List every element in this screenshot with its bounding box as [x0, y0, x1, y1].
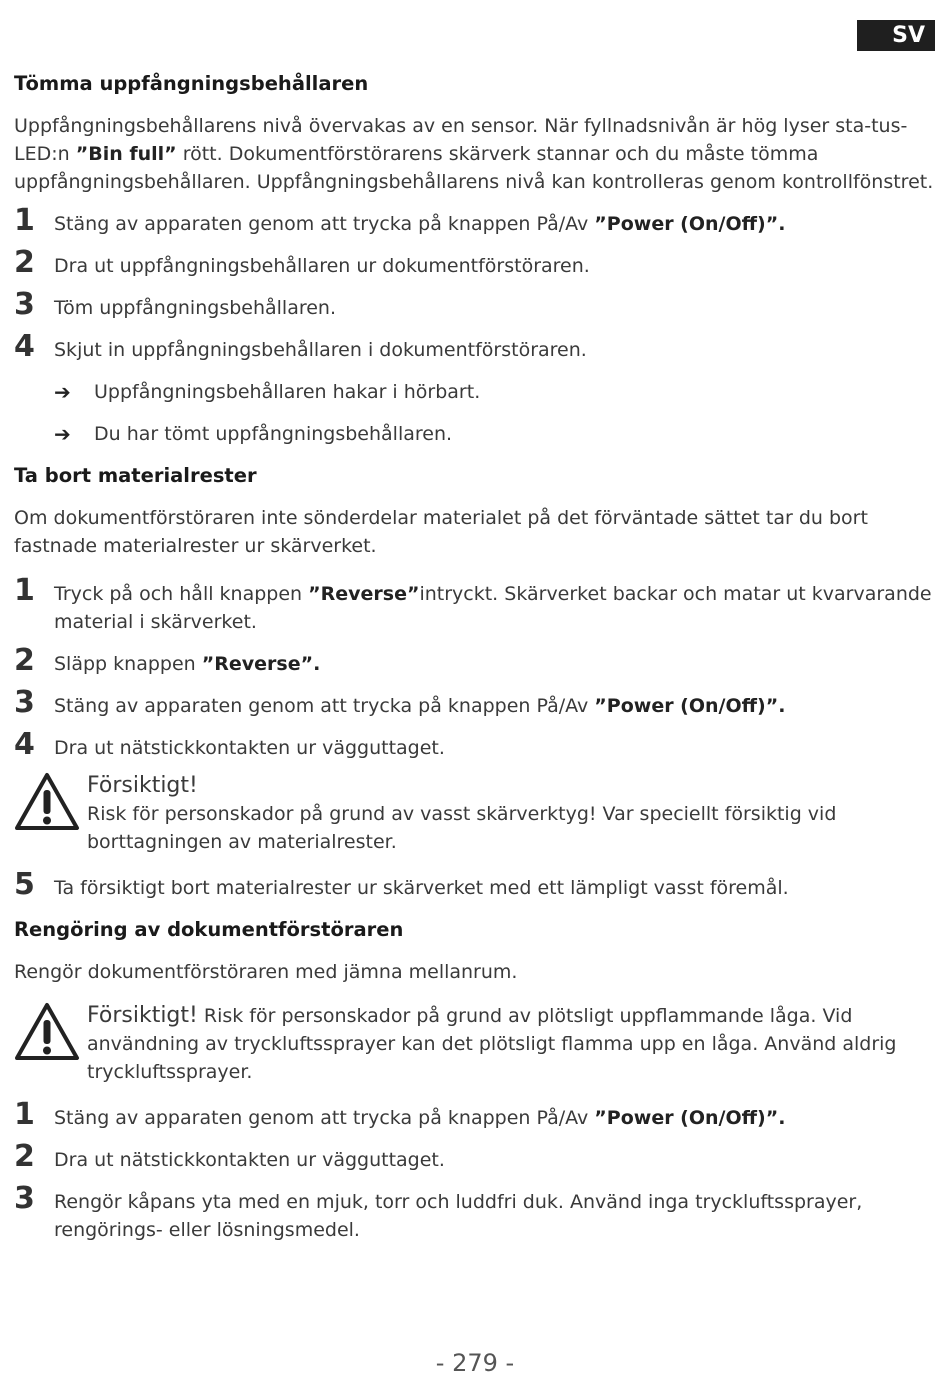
- warning-triangle-icon: [14, 772, 87, 856]
- section-intro: Om dokumentförstöraren inte sönderdelar materialet på det förväntade sättet tar du bort fastnade materialrester ur skärverket.: [14, 507, 868, 557]
- result-item: [14, 420, 936, 448]
- step-number: 2: [14, 1139, 35, 1174]
- intro-text: rött. Dokumentförstörarens skärverk stannar och du måste tömma uppfångningsbehållaren. Uppfångningsbehållarens nivå kan kontrolleras genom kontrollfönstret.: [14, 143, 934, 193]
- step-text-part: Stäng av apparaten genom att trycka på knappen På/Av: [54, 213, 595, 235]
- caution-title: Försiktigt!: [87, 1003, 198, 1028]
- step-bold: ”Power (On/Off)”.: [594, 695, 786, 717]
- section-title-empty-bin: Tömma uppfångningsbehållaren: [14, 72, 369, 95]
- step-item: [14, 573, 936, 636]
- section-title-cleaning: Rengöring av dokumentförstöraren: [14, 918, 404, 941]
- step-item: [14, 643, 936, 678]
- step-bold: ”Power (On/Off)”.: [594, 1107, 786, 1129]
- step-text: [54, 650, 936, 678]
- step-text: Dra ut uppfångningsbehållaren ur dokumentförstöraren.: [54, 255, 590, 277]
- caution-box: [14, 772, 936, 856]
- section-intro: [14, 112, 936, 196]
- step-item: [14, 685, 936, 720]
- step-number: 4: [14, 727, 35, 762]
- result-text: Uppfångningsbehållaren hakar i hörbart.: [94, 381, 481, 403]
- step-number: 5: [14, 867, 35, 902]
- page-content: [14, 70, 936, 1244]
- step-number: 3: [14, 1181, 35, 1216]
- step-text-part: Stäng av apparaten genom att trycka på knappen På/Av: [54, 1107, 595, 1129]
- step-number: 3: [14, 287, 35, 322]
- warning-triangle-icon: [14, 1002, 87, 1086]
- caution-text: Risk för personskador på grund av vasst skärverktyg! Var speciellt försiktig vid borttagningen av materialrester.: [87, 803, 837, 853]
- section-title-remove-residue: Ta bort materialrester: [14, 464, 257, 487]
- step-item: [14, 245, 936, 280]
- step-text: Skjut in uppfångningsbehållaren i dokumentförstöraren.: [54, 339, 587, 361]
- step-bold: ”Reverse”: [308, 583, 420, 605]
- step-bold: ”Power (On/Off)”.: [594, 213, 786, 235]
- step-text: Dra ut nätstickkontakten ur vägguttaget.: [54, 737, 445, 759]
- step-text: Dra ut nätstickkontakten ur vägguttaget.: [54, 1149, 445, 1171]
- step-item: [14, 329, 936, 364]
- step-text: [54, 210, 936, 238]
- step-item: [14, 1139, 936, 1174]
- step-number: 1: [14, 203, 35, 238]
- page-number: - 279 -: [435, 1349, 515, 1377]
- step-text-part: intryckt. Skärverket backar och matar ut kvarvarande material i skärverket.: [54, 583, 932, 633]
- step-number: 2: [14, 245, 35, 280]
- step-text: Töm uppfångningsbehållaren.: [54, 297, 337, 319]
- step-item: [14, 867, 936, 902]
- intro-bold: ”Bin full”: [75, 143, 177, 165]
- step-text: Ta försiktigt bort materialrester ur skärverket med ett lämpligt vasst föremål.: [54, 877, 789, 899]
- step-item: [14, 287, 936, 322]
- language-tab: SV: [857, 20, 935, 51]
- step-number: 3: [14, 685, 35, 720]
- caution-box: [14, 1002, 936, 1086]
- step-item: [14, 203, 936, 238]
- step-bold: ”Reverse”.: [201, 653, 321, 675]
- section-intro: Rengör dokumentförstöraren med jämna mellanrum.: [14, 961, 518, 983]
- arrow-right-icon: ➔: [54, 422, 71, 446]
- step-number: 1: [14, 573, 35, 608]
- caution-content: [87, 1002, 936, 1086]
- caution-text: Risk för personskador på grund av plötsligt uppflammande låga. Vid användning av tryckluftssprayer kan det plötsligt flamma upp en låga. Använd aldrig tryckluftssprayer.: [87, 1005, 897, 1083]
- step-text-part: Stäng av apparaten genom att trycka på knappen På/Av: [54, 695, 595, 717]
- step-text: [54, 692, 936, 720]
- step-number: 4: [14, 329, 35, 364]
- step-text-part: Släpp knappen: [54, 653, 202, 675]
- step-text: Rengör kåpans yta med en mjuk, torr och luddfri duk. Använd inga tryckluftssprayer, rengörings- eller lösningsmedel.: [54, 1191, 863, 1241]
- step-item: [14, 1181, 936, 1244]
- step-item: [14, 1097, 936, 1132]
- result-item: [14, 378, 936, 406]
- step-number: 2: [14, 643, 35, 678]
- step-text: [54, 580, 936, 636]
- result-text: Du har tömt uppfångningsbehållaren.: [94, 423, 453, 445]
- step-number: 1: [14, 1097, 35, 1132]
- intro-text: Uppfångningsbehållarens nivå övervakas av en sensor. När fyllnadsnivån är hög lyser sta-tus-LED:n: [14, 115, 908, 165]
- step-item: [14, 727, 936, 762]
- step-text: [54, 1104, 936, 1132]
- caution-title: Försiktigt!: [87, 773, 198, 798]
- caution-content: [87, 772, 936, 856]
- arrow-right-icon: ➔: [54, 380, 71, 404]
- step-text-part: Tryck på och håll knappen: [54, 583, 309, 605]
